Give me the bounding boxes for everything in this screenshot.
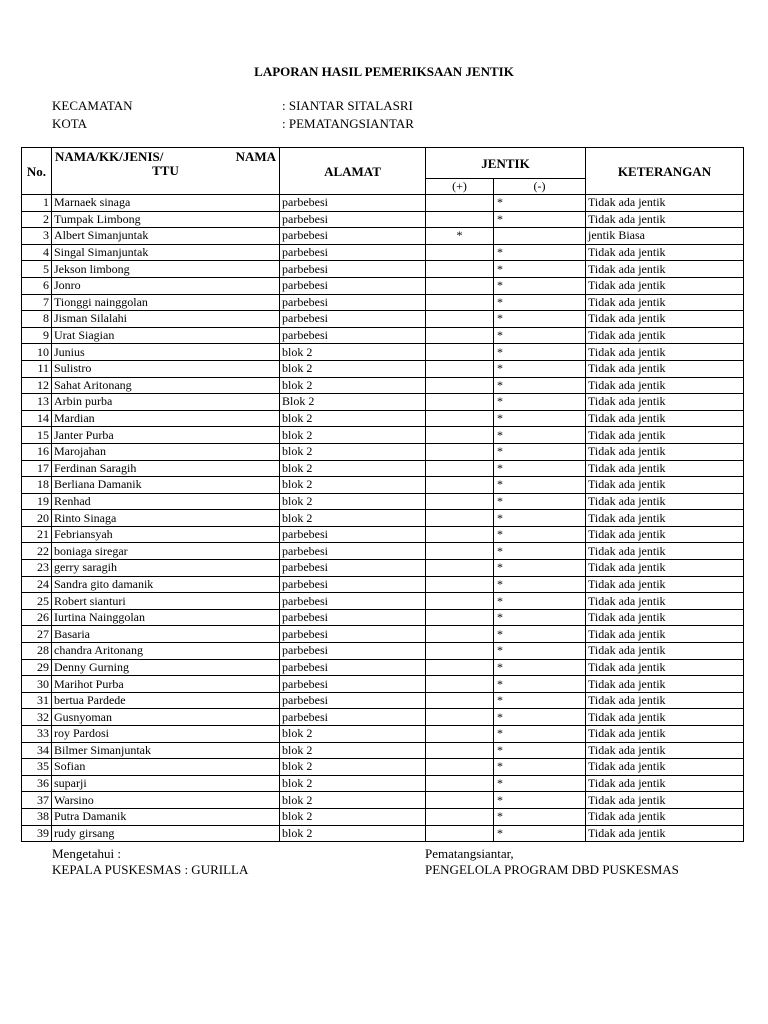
row-keterangan: Tidak ada jentik: [586, 526, 744, 543]
row-keterangan: Tidak ada jentik: [586, 560, 744, 577]
table-row: [22, 327, 744, 344]
row-jentik-plus: [426, 792, 494, 809]
table-row: [22, 277, 744, 294]
row-jentik-plus: [426, 726, 494, 743]
header-nama: [52, 148, 280, 195]
row-jentik-minus: *: [494, 294, 586, 311]
row-jentik-plus: [426, 775, 494, 792]
table-row: [22, 609, 744, 626]
row-no: 20: [22, 510, 52, 527]
row-jentik-minus: *: [494, 327, 586, 344]
footer-left-line2: KEPALA PUSKESMAS : GURILLA: [52, 862, 249, 877]
row-alamat: blok 2: [280, 759, 426, 776]
row-nama: Arbin purba: [52, 394, 280, 411]
row-alamat: blok 2: [280, 344, 426, 361]
row-no: 24: [22, 576, 52, 593]
row-jentik-minus: *: [494, 277, 586, 294]
table-row: [22, 394, 744, 411]
table-row: [22, 360, 744, 377]
row-no: 37: [22, 792, 52, 809]
row-jentik-plus: [426, 261, 494, 278]
table-row: [22, 195, 744, 212]
row-nama: Jisman Silalahi: [52, 311, 280, 328]
row-alamat: parbebesi: [280, 311, 426, 328]
row-jentik-minus: *: [494, 360, 586, 377]
row-jentik-minus: *: [494, 460, 586, 477]
row-jentik-minus: *: [494, 825, 586, 842]
row-jentik-minus: *: [494, 560, 586, 577]
row-alamat: blok 2: [280, 742, 426, 759]
row-jentik-plus: [426, 394, 494, 411]
header-nama-part1: NAMA/KK/JENIS/: [55, 149, 164, 164]
row-alamat: parbebesi: [280, 228, 426, 245]
row-nama: roy Pardosi: [52, 726, 280, 743]
row-alamat: blok 2: [280, 443, 426, 460]
row-no: 27: [22, 626, 52, 643]
row-jentik-plus: [426, 609, 494, 626]
row-jentik-plus: [426, 643, 494, 660]
row-no: 32: [22, 709, 52, 726]
row-keterangan: Tidak ada jentik: [586, 676, 744, 693]
row-no: 35: [22, 759, 52, 776]
row-no: 28: [22, 643, 52, 660]
row-jentik-plus: [426, 543, 494, 560]
row-jentik-plus: [426, 195, 494, 212]
row-keterangan: Tidak ada jentik: [586, 692, 744, 709]
row-jentik-minus: *: [494, 477, 586, 494]
row-alamat: parbebesi: [280, 195, 426, 212]
row-jentik-minus: *: [494, 659, 586, 676]
table-row: [22, 792, 744, 809]
row-no: 18: [22, 477, 52, 494]
row-alamat: parbebesi: [280, 543, 426, 560]
row-alamat: parbebesi: [280, 576, 426, 593]
row-alamat: parbebesi: [280, 327, 426, 344]
row-keterangan: Tidak ada jentik: [586, 709, 744, 726]
row-no: 39: [22, 825, 52, 842]
row-jentik-minus: *: [494, 211, 586, 228]
row-alamat: blok 2: [280, 808, 426, 825]
table-row: [22, 311, 744, 328]
row-jentik-minus: *: [494, 792, 586, 809]
row-no: 16: [22, 443, 52, 460]
row-nama: Bilmer Simanjuntak: [52, 742, 280, 759]
row-jentik-plus: [426, 327, 494, 344]
row-no: 22: [22, 543, 52, 560]
footer-right-line2: PENGELOLA PROGRAM DBD PUSKESMAS: [425, 862, 679, 877]
row-nama: Jekson limbong: [52, 261, 280, 278]
header-jentik: JENTIK: [426, 148, 586, 179]
row-alamat: parbebesi: [280, 643, 426, 660]
row-nama: Rinto Sinaga: [52, 510, 280, 527]
table-row: [22, 742, 744, 759]
row-no: 15: [22, 427, 52, 444]
row-keterangan: Tidak ada jentik: [586, 626, 744, 643]
row-jentik-minus: *: [494, 543, 586, 560]
row-keterangan: Tidak ada jentik: [586, 294, 744, 311]
row-no: 7: [22, 294, 52, 311]
row-keterangan: Tidak ada jentik: [586, 742, 744, 759]
row-jentik-minus: *: [494, 244, 586, 261]
row-no: 11: [22, 360, 52, 377]
header-plus: (+): [426, 179, 494, 195]
row-keterangan: Tidak ada jentik: [586, 360, 744, 377]
row-keterangan: Tidak ada jentik: [586, 576, 744, 593]
row-no: 31: [22, 692, 52, 709]
row-keterangan: Tidak ada jentik: [586, 825, 744, 842]
row-alamat: blok 2: [280, 775, 426, 792]
row-nama: gerry saragih: [52, 560, 280, 577]
row-nama: Putra Damanik: [52, 808, 280, 825]
row-jentik-minus: *: [494, 311, 586, 328]
table-row: [22, 676, 744, 693]
row-nama: Albert Simanjuntak: [52, 228, 280, 245]
row-keterangan: Tidak ada jentik: [586, 792, 744, 809]
row-alamat: parbebesi: [280, 676, 426, 693]
row-jentik-minus: *: [494, 576, 586, 593]
row-nama: Ferdinan Saragih: [52, 460, 280, 477]
row-keterangan: Tidak ada jentik: [586, 344, 744, 361]
kecamatan-value: : SIANTAR SITALASRI: [282, 98, 413, 113]
row-jentik-minus: *: [494, 775, 586, 792]
row-jentik-plus: [426, 692, 494, 709]
table-row: [22, 659, 744, 676]
row-nama: Singal Simanjuntak: [52, 244, 280, 261]
row-jentik-minus: *: [494, 676, 586, 693]
row-jentik-plus: [426, 377, 494, 394]
row-nama: boniaga siregar: [52, 543, 280, 560]
row-keterangan: Tidak ada jentik: [586, 643, 744, 660]
row-nama: Marihot Purba: [52, 676, 280, 693]
row-jentik-plus: [426, 211, 494, 228]
row-keterangan: Tidak ada jentik: [586, 493, 744, 510]
table-row: [22, 443, 744, 460]
row-nama: chandra Aritonang: [52, 643, 280, 660]
row-nama: Basaria: [52, 626, 280, 643]
row-jentik-minus: *: [494, 709, 586, 726]
row-no: 23: [22, 560, 52, 577]
table-row: [22, 211, 744, 228]
table-row: [22, 543, 744, 560]
table-row: [22, 626, 744, 643]
table-row: [22, 294, 744, 311]
row-nama: Tionggi nainggolan: [52, 294, 280, 311]
row-nama: rudy girsang: [52, 825, 280, 842]
row-nama: Marnaek sinaga: [52, 195, 280, 212]
row-nama: Denny Gurning: [52, 659, 280, 676]
row-jentik-minus: *: [494, 443, 586, 460]
row-nama: Renhad: [52, 493, 280, 510]
row-nama: Janter Purba: [52, 427, 280, 444]
row-no: 2: [22, 211, 52, 228]
header-nama-part3: TTU: [152, 163, 179, 178]
row-no: 34: [22, 742, 52, 759]
row-keterangan: Tidak ada jentik: [586, 659, 744, 676]
kecamatan-label: KECAMATAN: [52, 98, 133, 113]
row-nama: Junius: [52, 344, 280, 361]
row-no: 9: [22, 327, 52, 344]
row-alamat: blok 2: [280, 410, 426, 427]
row-alamat: parbebesi: [280, 526, 426, 543]
row-no: 14: [22, 410, 52, 427]
row-no: 17: [22, 460, 52, 477]
row-no: 21: [22, 526, 52, 543]
row-keterangan: Tidak ada jentik: [586, 261, 744, 278]
row-jentik-plus: [426, 825, 494, 842]
row-no: 1: [22, 195, 52, 212]
row-keterangan: Tidak ada jentik: [586, 477, 744, 494]
row-jentik-plus: [426, 427, 494, 444]
row-jentik-plus: [426, 709, 494, 726]
row-nama: Robert sianturi: [52, 593, 280, 610]
row-jentik-plus: [426, 808, 494, 825]
row-nama: Iurtina Nainggolan: [52, 609, 280, 626]
row-jentik-minus: *: [494, 609, 586, 626]
row-jentik-minus: *: [494, 510, 586, 527]
table-row: [22, 759, 744, 776]
row-nama: Febriansyah: [52, 526, 280, 543]
row-jentik-minus: *: [494, 726, 586, 743]
row-nama: Urat Siagian: [52, 327, 280, 344]
row-jentik-plus: [426, 244, 494, 261]
row-keterangan: Tidak ada jentik: [586, 377, 744, 394]
row-no: 6: [22, 277, 52, 294]
row-nama: Sandra gito damanik: [52, 576, 280, 593]
row-jentik-minus: *: [494, 261, 586, 278]
row-jentik-minus: *: [494, 427, 586, 444]
row-keterangan: Tidak ada jentik: [586, 327, 744, 344]
row-alamat: parbebesi: [280, 261, 426, 278]
row-nama: Sahat Aritonang: [52, 377, 280, 394]
row-keterangan: Tidak ada jentik: [586, 609, 744, 626]
report-title: LAPORAN HASIL PEMERIKSAAN JENTIK: [254, 64, 514, 79]
row-alamat: parbebesi: [280, 692, 426, 709]
row-jentik-minus: *: [494, 626, 586, 643]
table-row: [22, 593, 744, 610]
row-keterangan: Tidak ada jentik: [586, 244, 744, 261]
table-row: [22, 808, 744, 825]
row-alamat: blok 2: [280, 493, 426, 510]
table-row: [22, 460, 744, 477]
row-jentik-plus: [426, 294, 494, 311]
table-row: [22, 526, 744, 543]
table-row: [22, 560, 744, 577]
row-alamat: blok 2: [280, 460, 426, 477]
table-row: [22, 261, 744, 278]
row-no: 25: [22, 593, 52, 610]
row-jentik-minus: *: [494, 692, 586, 709]
table-row: [22, 477, 744, 494]
row-alamat: blok 2: [280, 510, 426, 527]
table-row: [22, 427, 744, 444]
footer-right-line1: Pematangsiantar,: [425, 846, 514, 861]
kota-label: KOTA: [52, 116, 88, 131]
row-no: 29: [22, 659, 52, 676]
row-nama: Sulistro: [52, 360, 280, 377]
row-no: 36: [22, 775, 52, 792]
row-jentik-plus: [426, 742, 494, 759]
row-jentik-plus: [426, 626, 494, 643]
row-jentik-minus: *: [494, 759, 586, 776]
table-row: [22, 228, 744, 245]
row-no: 5: [22, 261, 52, 278]
row-keterangan: Tidak ada jentik: [586, 410, 744, 427]
row-no: 3: [22, 228, 52, 245]
table-row: [22, 410, 744, 427]
row-jentik-plus: [426, 410, 494, 427]
row-jentik-plus: [426, 510, 494, 527]
row-alamat: blok 2: [280, 726, 426, 743]
table-row: [22, 576, 744, 593]
row-no: 38: [22, 808, 52, 825]
row-nama: Jonro: [52, 277, 280, 294]
row-no: 33: [22, 726, 52, 743]
row-jentik-minus: *: [494, 526, 586, 543]
row-jentik-plus: [426, 311, 494, 328]
row-keterangan: Tidak ada jentik: [586, 394, 744, 411]
row-no: 13: [22, 394, 52, 411]
row-alamat: blok 2: [280, 792, 426, 809]
row-jentik-plus: [426, 659, 494, 676]
row-jentik-minus: *: [494, 344, 586, 361]
row-keterangan: Tidak ada jentik: [586, 759, 744, 776]
row-keterangan: Tidak ada jentik: [586, 460, 744, 477]
row-alamat: parbebesi: [280, 277, 426, 294]
row-alamat: blok 2: [280, 477, 426, 494]
row-alamat: blok 2: [280, 377, 426, 394]
row-jentik-plus: [426, 759, 494, 776]
row-jentik-minus: *: [494, 410, 586, 427]
row-jentik-plus: [426, 560, 494, 577]
row-jentik-minus: *: [494, 493, 586, 510]
row-no: 12: [22, 377, 52, 394]
row-keterangan: Tidak ada jentik: [586, 195, 744, 212]
row-no: 8: [22, 311, 52, 328]
row-keterangan: Tidak ada jentik: [586, 726, 744, 743]
table-row: [22, 709, 744, 726]
row-nama: Mardian: [52, 410, 280, 427]
row-nama: Tumpak Limbong: [52, 211, 280, 228]
row-nama: bertua Pardede: [52, 692, 280, 709]
row-keterangan: Tidak ada jentik: [586, 775, 744, 792]
row-jentik-minus: *: [494, 643, 586, 660]
row-alamat: parbebesi: [280, 626, 426, 643]
jentik-table: [21, 147, 744, 842]
table-row: [22, 643, 744, 660]
row-keterangan: Tidak ada jentik: [586, 211, 744, 228]
row-keterangan: Tidak ada jentik: [586, 510, 744, 527]
row-nama: Gusnyoman: [52, 709, 280, 726]
header-minus: (-): [494, 179, 586, 195]
row-jentik-plus: [426, 477, 494, 494]
row-alamat: parbebesi: [280, 294, 426, 311]
header-nama-part2: NAMA: [235, 149, 276, 164]
row-jentik-plus: [426, 493, 494, 510]
row-keterangan: jentik Biasa: [586, 228, 744, 245]
kota-value: : PEMATANGSIANTAR: [282, 116, 414, 131]
table-row: [22, 344, 744, 361]
row-jentik-minus: [494, 228, 586, 245]
row-jentik-minus: *: [494, 742, 586, 759]
row-keterangan: Tidak ada jentik: [586, 443, 744, 460]
row-jentik-plus: [426, 344, 494, 361]
row-alamat: Blok 2: [280, 394, 426, 411]
row-alamat: blok 2: [280, 427, 426, 444]
row-no: 19: [22, 493, 52, 510]
row-keterangan: Tidak ada jentik: [586, 427, 744, 444]
row-jentik-plus: [426, 526, 494, 543]
row-jentik-plus: [426, 576, 494, 593]
table-row: [22, 510, 744, 527]
footer-left-line1: Mengetahui :: [52, 846, 121, 861]
row-jentik-plus: [426, 360, 494, 377]
header-keterangan: KETERANGAN: [586, 148, 744, 195]
row-jentik-plus: [426, 460, 494, 477]
row-alamat: parbebesi: [280, 211, 426, 228]
row-jentik-minus: *: [494, 377, 586, 394]
row-alamat: parbebesi: [280, 560, 426, 577]
row-no: 10: [22, 344, 52, 361]
header-no: No.: [22, 148, 52, 195]
row-nama: suparji: [52, 775, 280, 792]
row-jentik-plus: [426, 676, 494, 693]
table-row: [22, 726, 744, 743]
row-nama: Berliana Damanik: [52, 477, 280, 494]
table-row: [22, 692, 744, 709]
row-jentik-plus: *: [426, 228, 494, 245]
row-jentik-plus: [426, 593, 494, 610]
row-nama: Sofian: [52, 759, 280, 776]
row-no: 4: [22, 244, 52, 261]
row-keterangan: Tidak ada jentik: [586, 311, 744, 328]
header-alamat: ALAMAT: [280, 148, 426, 195]
row-nama: Marojahan: [52, 443, 280, 460]
row-keterangan: Tidak ada jentik: [586, 277, 744, 294]
row-nama: Warsino: [52, 792, 280, 809]
row-keterangan: Tidak ada jentik: [586, 808, 744, 825]
row-jentik-minus: *: [494, 808, 586, 825]
table-row: [22, 825, 744, 842]
row-alamat: parbebesi: [280, 593, 426, 610]
row-keterangan: Tidak ada jentik: [586, 543, 744, 560]
row-jentik-minus: *: [494, 195, 586, 212]
row-no: 26: [22, 609, 52, 626]
table-row: [22, 244, 744, 261]
table-row: [22, 493, 744, 510]
row-alamat: parbebesi: [280, 609, 426, 626]
row-alamat: parbebesi: [280, 659, 426, 676]
row-jentik-minus: *: [494, 593, 586, 610]
row-jentik-plus: [426, 277, 494, 294]
row-no: 30: [22, 676, 52, 693]
row-alamat: blok 2: [280, 825, 426, 842]
row-keterangan: Tidak ada jentik: [586, 593, 744, 610]
row-alamat: blok 2: [280, 360, 426, 377]
row-alamat: parbebesi: [280, 244, 426, 261]
row-jentik-plus: [426, 443, 494, 460]
row-jentik-minus: *: [494, 394, 586, 411]
table-row: [22, 775, 744, 792]
row-alamat: parbebesi: [280, 709, 426, 726]
table-row: [22, 377, 744, 394]
